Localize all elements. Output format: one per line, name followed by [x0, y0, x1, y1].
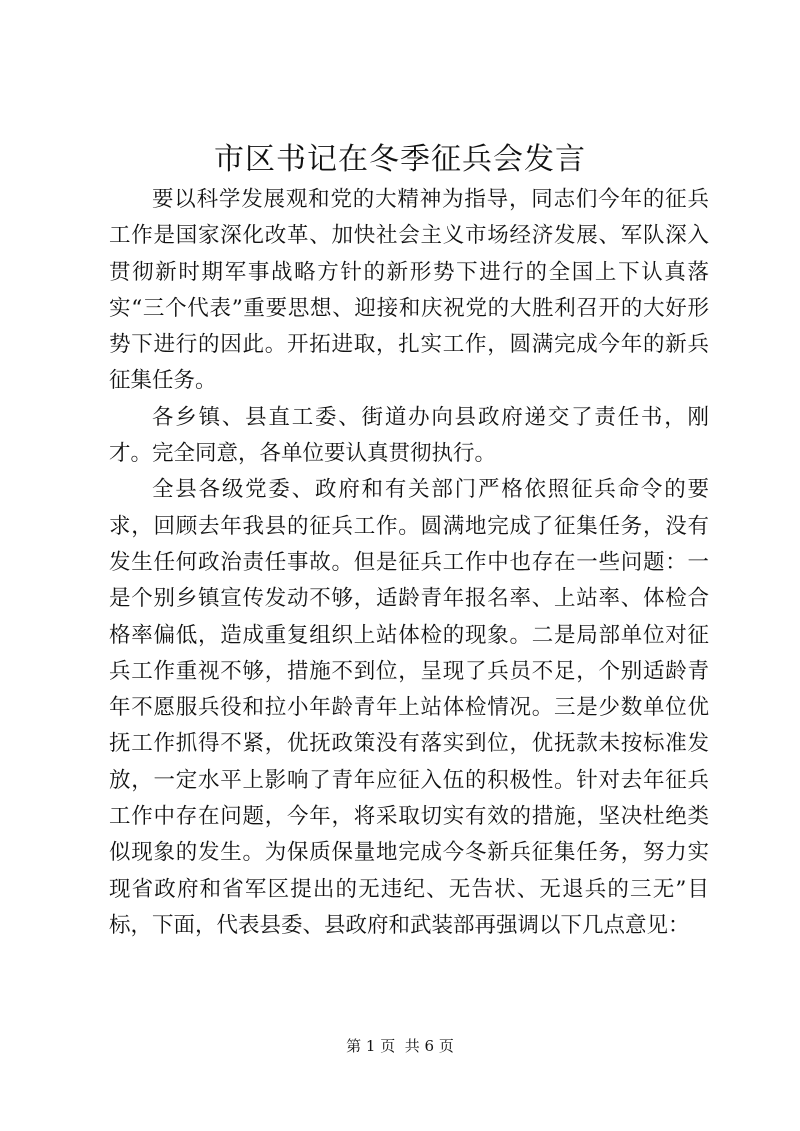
page-title: 市区书记在冬季征兵会发言 — [214, 142, 586, 177]
paragraph-1: 要以科学发展观和党的大精神为指导，同志们今年的征兵工作是国家深化改革、加快社会主义市场经济发展、军队深入贯彻新时期军事战略方针的新形势下进行的全国上下认真落实“三个代表”重要思想、迎接和庆祝党的大胜利召开的大好形势下进行的因此。开拓进取，扎实工作，圆满完成今年的新兵征集任务。 — [109, 187, 709, 394]
paragraph-2: 各乡镇、县直工委、街道办向县政府递交了责任书，刚才。完全同意，各单位要认真贯彻执行。 — [109, 404, 709, 467]
document-body — [109, 182, 709, 944]
paragraph-3: 全县各级党委、政府和有关部门严格依照征兵命令的要求，回顾去年我县的征兵工作。圆满地完成了征集任务，没有发生任何政治责任事故。但是征兵工作中也存在一些问题：一是个别乡镇宣传发动不够，适龄青年报名率、上站率、体检合格率偏低，造成重复组织上站体检的现象。二是局部单位对征兵工作重视不够，措施不到位，呈现了兵员不足，个别适龄青年不愿服兵役和拉小年龄青年上站体检情况。三是少数单位优抚工作抓得不紧，优抚政策没有落实到位，优抚款未按标准发放，一定水平上影响了青年应征入伍的积极性。针对去年征兵工作中存在问题，今年，将采取切实有效的措施，坚决杜绝类似现象的发生。为保质保量地完成今冬新兵征集任务，努力实现省政府和省军区提出的无违纪、无告状、无退兵的三无”目标，下面，代表县委、县政府和武装部再强调以下几点意见： — [109, 477, 709, 938]
page-number-label: 第 1 页 共 6 页 — [346, 1037, 454, 1055]
page-footer — [0, 1036, 800, 1056]
